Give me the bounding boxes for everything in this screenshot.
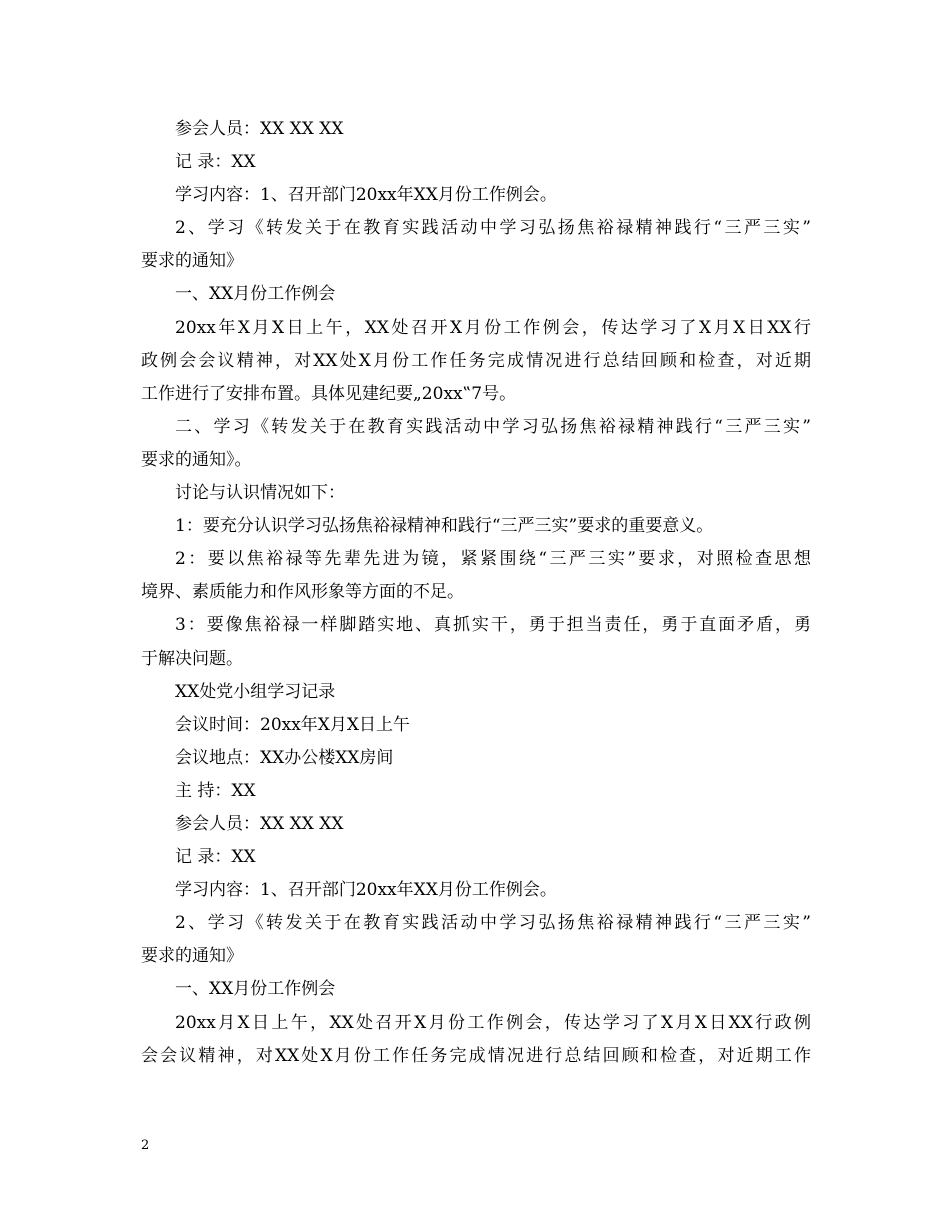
section-heading-1: 一、XX月份工作例会 bbox=[175, 284, 336, 305]
study-item-2-line: 2、学习《转发关于在教育实践活动中学习弘扬焦裕禄精神践行“三严三实” bbox=[175, 218, 811, 239]
paragraph-line: 会会议精神，对XX处X月份工作任务完成情况进行总结回顾和检查，对近期工作 bbox=[141, 1045, 811, 1066]
paragraph-line: 20xx月X日上午，XX处召开X月份工作例会，传达学习了X月X日XX行政例 bbox=[175, 1012, 811, 1033]
record-title: XX处党小组学习记录 bbox=[175, 681, 336, 702]
recorder-line: 记 录：XX bbox=[175, 152, 256, 173]
study-item-2-continuation: 要求的通知》 bbox=[141, 251, 243, 272]
study-item-2-continuation: 要求的通知》 bbox=[141, 946, 243, 967]
recorder-line: 记 录：XX bbox=[175, 847, 256, 868]
study-content-line: 学习内容：1、召开部门20xx年XX月份工作例会。 bbox=[175, 880, 557, 901]
paragraph-line: 政例会会议精神，对XX处X月份工作任务完成情况进行总结回顾和检查，对近期 bbox=[141, 350, 811, 371]
discussion-point-1: 1：要充分认识学习弘扬焦裕禄精神和践行“三严三实”要求的重要意义。 bbox=[175, 516, 714, 537]
document-body bbox=[141, 113, 811, 1073]
paragraph-line: 工作进行了安排布置。具体见建纪要„20xx‟7号。 bbox=[141, 383, 517, 404]
meeting-location-line: 会议地点：XX办公楼XX房间 bbox=[175, 747, 394, 768]
section-heading-2-continuation: 要求的通知》。 bbox=[141, 449, 252, 470]
discussion-heading: 讨论与认识情况如下： bbox=[175, 483, 345, 504]
discussion-point-2: 2：要以焦裕禄等先辈先进为镜，紧紧围绕“三严三实”要求，对照检查思想 bbox=[175, 549, 811, 570]
page-number: 2 bbox=[141, 1138, 150, 1153]
discussion-point-3: 3：要像焦裕禄一样脚踏实地、真抓实干，勇于担当责任，勇于直面矛盾，勇 bbox=[175, 615, 811, 636]
discussion-point-3-continuation: 于解决问题。 bbox=[141, 648, 243, 669]
attendees-line: 参会人员：XX XX XX bbox=[175, 119, 344, 139]
paragraph-line: 20xx年X月X日上午，XX处召开X月份工作例会，传达学习了X月X日XX行 bbox=[175, 317, 811, 338]
study-content-line: 学习内容：1、召开部门20xx年XX月份工作例会。 bbox=[175, 185, 557, 206]
attendees-line: 参会人员：XX XX XX bbox=[175, 813, 344, 834]
study-item-2-line: 2、学习《转发关于在教育实践活动中学习弘扬焦裕禄精神践行“三严三实” bbox=[175, 913, 811, 934]
meeting-time-line: 会议时间：20xx年X月X日上午 bbox=[175, 714, 411, 735]
section-heading-2: 二、学习《转发关于在教育实践活动中学习弘扬焦裕禄精神践行“三严三实” bbox=[175, 416, 811, 437]
host-line: 主 持：XX bbox=[175, 780, 256, 801]
discussion-point-2-continuation: 境界、素质能力和作风形象等方面的不足。 bbox=[141, 582, 464, 603]
section-heading-1: 一、XX月份工作例会 bbox=[175, 979, 336, 1000]
